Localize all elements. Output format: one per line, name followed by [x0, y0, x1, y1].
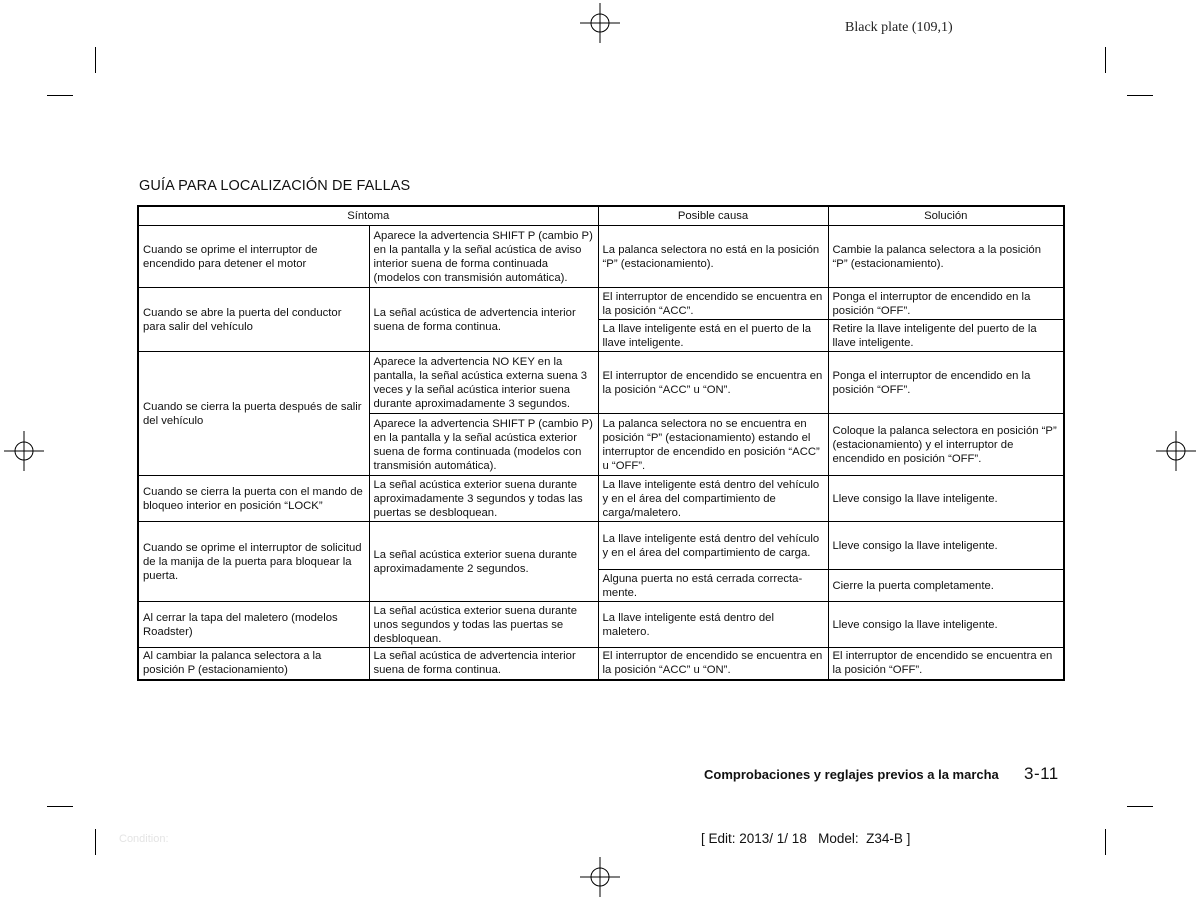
cause-cell: El interruptor de encendido se encuentra en la posición “ACC” u “ON”. — [598, 648, 828, 680]
signal-cell: Aparece la advertencia NO KEY en la pantalla, la señal acústica externa suena 3 veces y la señal acústica interior suena durante aproximadamente 3 segundos. — [369, 352, 598, 414]
header-cause: Posible causa — [598, 206, 828, 226]
cause-cell: La llave inteligente está dentro del vehículo y en el área del compartimiento de carga/maletero. — [598, 476, 828, 522]
section-title: GUÍA PARA LOCALIZACIÓN DE FALLAS — [139, 178, 411, 194]
cause-cell: La llave inteligente está en el puerto de la llave inteligente. — [598, 320, 828, 352]
signal-cell: La señal acústica exterior suena durante unos segundos y todas las puertas se desbloquean. — [369, 602, 598, 648]
solution-cell: Lleve consigo la llave inteligente. — [828, 522, 1064, 570]
crop-mark-top-right — [1105, 47, 1106, 73]
crop-mark-top-right-h — [1127, 95, 1153, 96]
registration-mark-left-icon — [4, 431, 44, 471]
cause-cell: La llave inteligente está dentro del vehículo y en el área del compartimiento de carga. — [598, 522, 828, 570]
situation-cell: Cuando se cierra la puerta después de salir del vehículo — [138, 352, 369, 476]
situation-cell: Al cerrar la tapa del maletero (modelos Roadster) — [138, 602, 369, 648]
solution-cell: Retire la llave inteligente del puerto de la llave inteligente. — [828, 320, 1064, 352]
signal-cell: La señal acústica exterior suena durante aproximadamente 3 segundos y todas las puertas se desbloquean. — [369, 476, 598, 522]
solution-cell: Coloque la palanca selectora en posición “P” (estacionamiento) y el interruptor de encendido en posición “OFF”. — [828, 414, 1064, 476]
crop-mark-bottom-left — [95, 829, 96, 855]
signal-cell: Aparece la advertencia SHIFT P (cambio P) en la pantalla y la señal acústica de aviso interior suena de forma continuada (modelos con transmisión automática). — [369, 226, 598, 288]
table-row — [138, 226, 1064, 288]
table-row — [138, 602, 1064, 648]
footer-section-title: Comprobaciones y reglajes previos a la marcha — [704, 767, 999, 782]
table-row — [138, 352, 1064, 414]
header-symptom: Síntoma — [138, 206, 598, 226]
plate-label: Black plate (109,1) — [845, 20, 953, 35]
table-row — [138, 648, 1064, 680]
edit-info: [ Edit: 2013/ 1/ 18 Model: Z34-B ] — [701, 831, 911, 846]
condition-label: Condition: — [119, 833, 169, 845]
table-row — [138, 288, 1064, 320]
cause-cell: La palanca selectora no se encuentra en posición “P” (estacionamiento) estando el interruptor de encendido en posición “ACC” u “OFF”. — [598, 414, 828, 476]
solution-cell: Cierre la puerta completamente. — [828, 570, 1064, 602]
header-solution: Solución — [828, 206, 1064, 226]
table-row — [138, 522, 1064, 570]
solution-cell: Lleve consigo la llave inteligente. — [828, 476, 1064, 522]
solution-cell: Cambie la palanca selectora a la posición “P” (estacionamiento). — [828, 226, 1064, 288]
situation-cell: Cuando se abre la puerta del conductor para salir del vehículo — [138, 288, 369, 352]
signal-cell: Aparece la advertencia SHIFT P (cambio P) en la pantalla y la señal acústica exterior suena de forma continuada (modelos con transmisión automática). — [369, 414, 598, 476]
signal-cell: La señal acústica de advertencia interior suena de forma continua. — [369, 648, 598, 680]
cause-cell: La llave inteligente está dentro del maletero. — [598, 602, 828, 648]
solution-cell: Ponga el interruptor de encendido en la posición “OFF”. — [828, 352, 1064, 414]
situation-cell: Cuando se oprime el interruptor de solicitud de la manija de la puerta para bloquear la puerta. — [138, 522, 369, 602]
signal-cell: La señal acústica de advertencia interior suena de forma continua. — [369, 288, 598, 352]
situation-cell: Al cambiar la palanca selectora a la posición P (estacionamiento) — [138, 648, 369, 680]
solution-cell: Lleve consigo la llave inteligente. — [828, 602, 1064, 648]
registration-mark-bottom-icon — [580, 857, 620, 897]
crop-mark-bottom-left-h — [47, 806, 73, 807]
cause-cell: El interruptor de encendido se encuentra en la posición “ACC” u “ON”. — [598, 352, 828, 414]
cause-cell: La palanca selectora no está en la posición “P” (estacionamiento). — [598, 226, 828, 288]
crop-mark-top-left — [95, 47, 96, 73]
cause-cell: Alguna puerta no está cerrada correcta-mente. — [598, 570, 828, 602]
table-row — [138, 476, 1064, 522]
signal-cell: La señal acústica exterior suena durante aproximadamente 2 segundos. — [369, 522, 598, 602]
solution-cell: El interruptor de encendido se encuentra en la posición “OFF”. — [828, 648, 1064, 680]
cause-cell: El interruptor de encendido se encuentra en la posición “ACC”. — [598, 288, 828, 320]
registration-mark-right-icon — [1156, 431, 1196, 471]
troubleshooting-table — [137, 205, 1065, 681]
crop-mark-bottom-right-h — [1127, 806, 1153, 807]
situation-cell: Cuando se cierra la puerta con el mando de bloqueo interior en posición “LOCK” — [138, 476, 369, 522]
crop-mark-top-left-h — [47, 95, 73, 96]
page-number: 3-11 — [1024, 764, 1059, 783]
solution-cell: Ponga el interruptor de encendido en la posición “OFF”. — [828, 288, 1064, 320]
registration-mark-top-icon — [580, 3, 620, 43]
crop-mark-bottom-right — [1105, 829, 1106, 855]
situation-cell: Cuando se oprime el interruptor de encendido para detener el motor — [138, 226, 369, 288]
table-header-row — [138, 206, 1064, 226]
